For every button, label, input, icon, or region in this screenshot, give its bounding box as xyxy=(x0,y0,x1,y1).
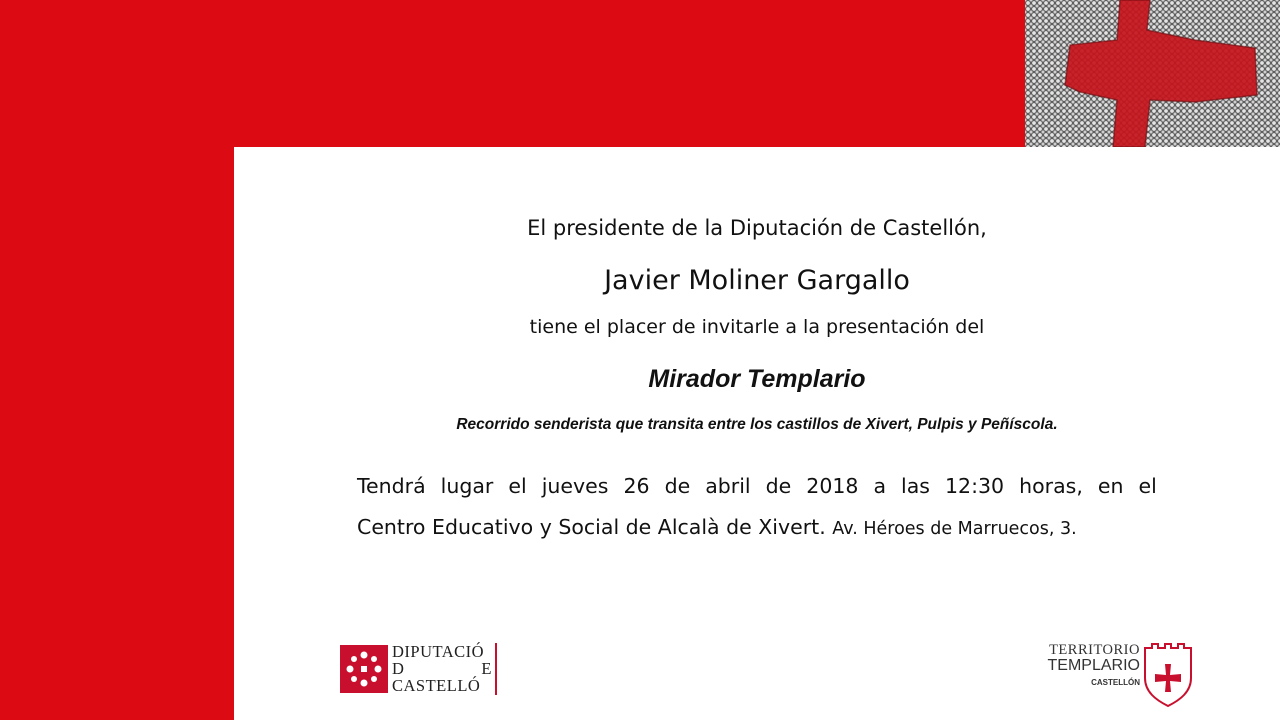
diputacio-emblem-icon xyxy=(340,645,388,693)
territorio-wordmark xyxy=(1030,642,1140,688)
presenter-line: El presidente de la Diputación de Castellón, xyxy=(527,216,987,240)
details-word: de xyxy=(765,474,792,498)
details-word: el xyxy=(508,474,527,498)
details-word: las xyxy=(901,474,930,498)
diputacio-row2-left: D xyxy=(392,659,405,678)
templar-shield-icon xyxy=(1142,642,1194,708)
details-word: a xyxy=(873,474,887,498)
event-details-line2 xyxy=(357,515,1157,539)
details-word: lugar xyxy=(440,474,494,498)
event-title: Mirador Templario xyxy=(648,365,866,393)
diputacio-row2-right: E xyxy=(481,659,492,678)
event-subtitle: Recorrido senderista que transita entre los castillos de Xivert, Pulpis y Peñíscola. xyxy=(456,416,1058,433)
details-word: horas, xyxy=(1019,474,1083,498)
host-name: Javier Moliner Gargallo xyxy=(604,265,910,296)
diputacio-logo xyxy=(340,643,497,695)
details-word: Tendrá xyxy=(357,474,426,498)
diputacio-wordmark xyxy=(392,643,492,695)
details-word: 12:30 xyxy=(945,474,1005,498)
details-word: el xyxy=(1138,474,1157,498)
details-word: de xyxy=(664,474,691,498)
territorio-line3: CASTELLÓN xyxy=(1091,678,1140,687)
diputacio-row3: CASTELLÓ xyxy=(392,676,481,695)
diputacio-row1: DIPUTACIÓ xyxy=(392,642,485,661)
details-word: jueves xyxy=(541,474,609,498)
venue-address: Av. Héroes de Marruecos, 3. xyxy=(832,519,1077,539)
territorio-line1: TERRITORIO xyxy=(1049,642,1140,658)
chainmail-cross-photo xyxy=(1025,0,1280,147)
details-word: 2018 xyxy=(806,474,859,498)
territorio-templario-logo xyxy=(1030,642,1196,708)
details-word: abril xyxy=(705,474,751,498)
invitation-line: tiene el placer de invitarle a la presentación del xyxy=(529,316,985,338)
red-left-band xyxy=(0,0,234,720)
venue: Centro Educativo y Social de Alcalà de Xivert. xyxy=(357,515,826,539)
templar-cross-icon xyxy=(1025,0,1280,147)
territorio-line2: TEMPLARIO xyxy=(1047,657,1140,674)
details-word: en xyxy=(1097,474,1124,498)
event-details-line1 xyxy=(357,474,1157,498)
details-word: 26 xyxy=(623,474,650,498)
diputacio-divider xyxy=(495,643,497,695)
